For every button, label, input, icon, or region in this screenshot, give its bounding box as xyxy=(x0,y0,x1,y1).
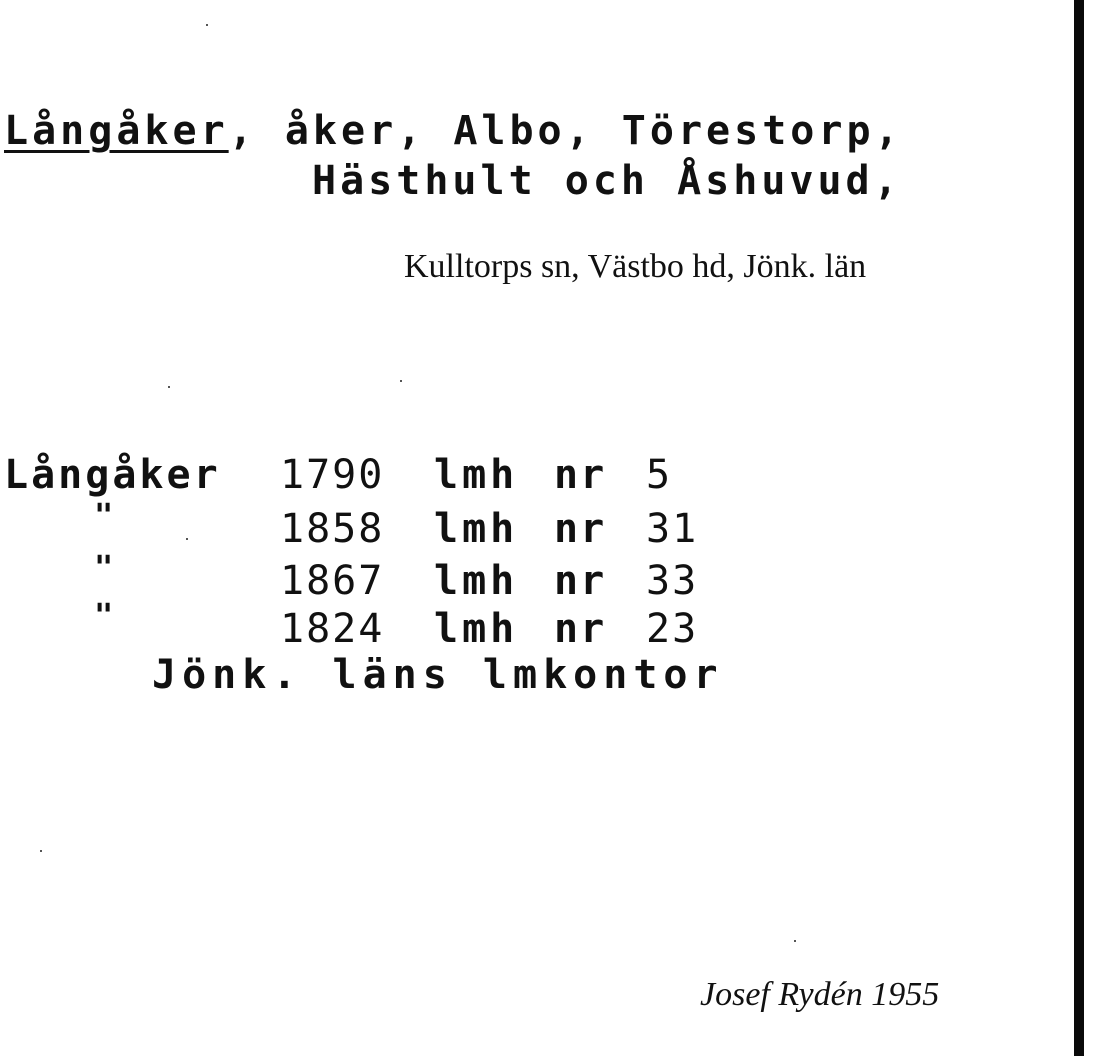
record-nr-label: nr xyxy=(554,452,607,498)
ditto-mark: " xyxy=(94,496,114,534)
card-edge-border xyxy=(1074,0,1084,1056)
headword: Långåker xyxy=(4,108,229,154)
scan-speck xyxy=(40,850,42,852)
record-nr-label: nr xyxy=(554,506,607,552)
record-nr-label: nr xyxy=(554,558,607,604)
record-number: 31 xyxy=(646,506,699,552)
archive-line: Jönk. läns lmkontor xyxy=(152,652,724,698)
location-line: Kulltorps sn, Västbo hd, Jönk. län xyxy=(404,248,867,285)
record-type: lmh xyxy=(434,506,519,552)
record-year: 1858 xyxy=(280,506,385,552)
ditto-mark: " xyxy=(94,548,114,586)
scan-speck xyxy=(794,940,796,942)
record-year: 1790 xyxy=(280,452,385,498)
scan-speck xyxy=(400,380,402,382)
record-year: 1867 xyxy=(280,558,385,604)
record-type: lmh xyxy=(434,558,519,604)
record-number: 5 xyxy=(646,452,673,498)
heading-variants: , åker, Albo, Törestorp, xyxy=(228,108,903,154)
record-number: 33 xyxy=(646,558,699,604)
signature: Josef Rydén 1955 xyxy=(700,976,940,1013)
record-name: Långåker xyxy=(4,452,221,498)
record-type: lmh xyxy=(434,606,519,652)
ditto-mark: " xyxy=(94,596,114,634)
heading-line-1 xyxy=(4,108,903,154)
heading-line-2: Hästhult och Åshuvud, xyxy=(312,158,902,204)
scan-speck xyxy=(206,24,208,26)
scan-speck xyxy=(186,538,188,540)
record-nr-label: nr xyxy=(554,606,607,652)
scan-speck xyxy=(168,386,170,388)
record-year: 1824 xyxy=(280,606,385,652)
record-type: lmh xyxy=(434,452,519,498)
record-number: 23 xyxy=(646,606,699,652)
